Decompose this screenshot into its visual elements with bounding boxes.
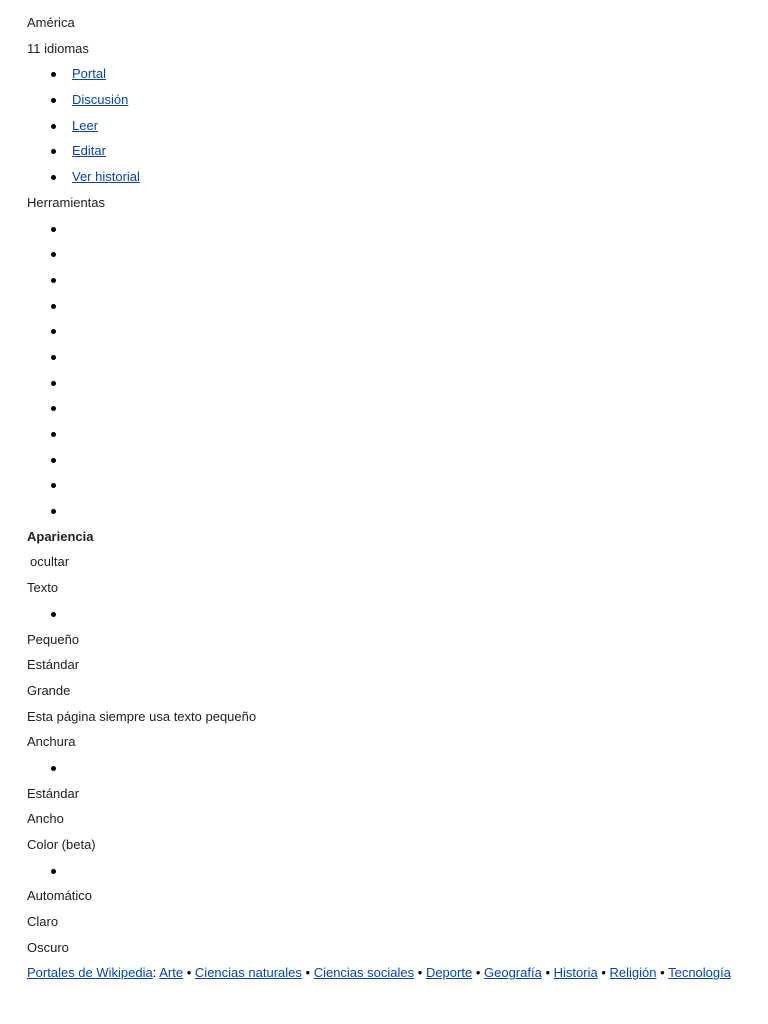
portal-link-religion[interactable]: Religión (609, 965, 657, 981)
portal-link-social-sciences[interactable]: Ciencias sociales (313, 965, 415, 981)
width-label: Anchura (27, 734, 76, 750)
color-list-item (27, 858, 747, 884)
portal-link-art[interactable]: Arte (159, 965, 184, 981)
portal-separator: • (305, 965, 311, 981)
tools-list-item (27, 395, 747, 421)
portal-link-geography[interactable]: Geografía (484, 965, 542, 981)
tab-read (27, 113, 747, 139)
tab-discussion (27, 87, 747, 113)
portal-link-sport[interactable]: Deporte (425, 965, 473, 981)
text-size-note: Esta página siempre usa texto pequeño (27, 708, 257, 724)
text-size-small-option[interactable]: Pequeño (27, 631, 80, 647)
portals-footer (27, 960, 747, 986)
tools-list-item (27, 216, 747, 242)
text-size-list-item (27, 601, 747, 627)
tools-list-item (27, 498, 747, 524)
tools-list (27, 216, 747, 524)
tools-list-item (27, 241, 747, 267)
tools-list-item (27, 293, 747, 319)
languages-button[interactable]: 11 idiomas (27, 40, 89, 56)
tools-list-item (27, 267, 747, 293)
portals-link[interactable]: Portales de Wikipedia (27, 965, 153, 981)
page-content (27, 10, 747, 986)
text-size-large-option[interactable]: Grande (27, 682, 71, 698)
tab-edit-link[interactable]: Editar (72, 143, 106, 159)
tab-history-link[interactable]: Ver historial (72, 169, 140, 185)
tools-list-item (27, 421, 747, 447)
portal-separator: • (545, 965, 551, 981)
tools-list-item (27, 344, 747, 370)
color-light-option[interactable]: Claro (27, 914, 59, 930)
portal-separator: • (660, 965, 665, 981)
tools-list-item (27, 318, 747, 344)
tools-list-item (27, 370, 747, 396)
portal-link-technology[interactable]: Tecnología (668, 965, 731, 981)
tab-portal (27, 61, 747, 87)
tools-list-item (27, 472, 747, 498)
tools-list-item (27, 447, 747, 473)
portals-colon: : (152, 965, 157, 981)
portal-separator: • (417, 965, 423, 981)
width-wide-option[interactable]: Ancho (27, 811, 64, 827)
portal-separator: • (475, 965, 481, 981)
text-size-label: Texto (27, 580, 59, 596)
text-size-standard-option[interactable]: Estándar (27, 657, 80, 673)
width-list-item (27, 755, 747, 781)
tab-discussion-link[interactable]: Discusión (72, 92, 129, 108)
width-standard-option[interactable]: Estándar (27, 785, 80, 801)
color-dark-option[interactable]: Oscuro (27, 939, 69, 955)
tab-history (27, 164, 747, 190)
tools-title[interactable]: Herramientas (27, 194, 106, 210)
portal-separator: • (601, 965, 606, 981)
portal-separator: • (186, 965, 192, 981)
tab-portal-link[interactable]: Portal (72, 66, 106, 82)
appearance-title: Apariencia (27, 528, 94, 544)
portal-link-history[interactable]: Historia (553, 965, 598, 981)
color-label: Color (beta) (27, 837, 96, 852)
portal-link-natural-sciences[interactable]: Ciencias naturales (194, 965, 302, 981)
tab-edit (27, 138, 747, 164)
tab-read-link[interactable]: Leer (72, 117, 99, 133)
appearance-hide-button[interactable]: ocultar (30, 554, 70, 570)
color-auto-option[interactable]: Automático (27, 888, 93, 904)
region-label: América (27, 15, 75, 30)
